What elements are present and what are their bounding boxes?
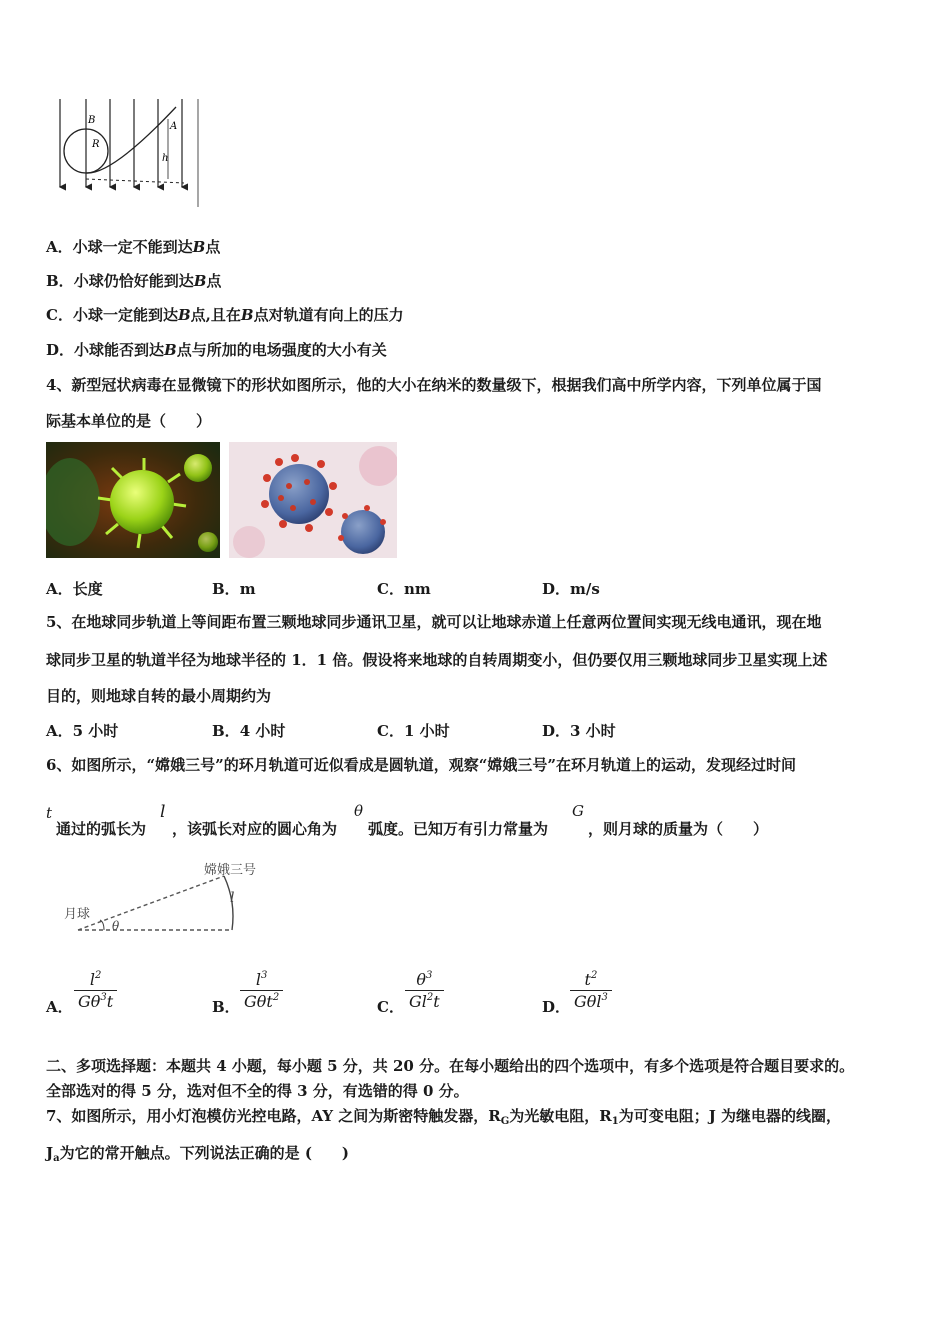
q5-stem-line2: 球同步卫星的轨道半径为地球半径的 1．1 倍。假设将来地球的自转周期变小，但仍要仅用三颗地球同步卫星实现上述 [46,651,828,669]
q3-field-figure [52,95,204,213]
q3-option-c: C．小球一定能到达B点,且在B点对轨道有向上的压力 [46,306,404,324]
q5-option-b: B．4 小时 [212,722,286,740]
q5-stem-line1: 5、在地球同步轨道上等间距布置三颗地球同步通讯卫星，就可以让地球赤道上任意两位置间实现无线电通讯，现在地 [46,613,822,631]
q6-stem-line1: 6、如图所示，“嫦娥三号”的环月轨道可近似看成是圆轨道，观察“嫦娥三号”在环月轨道上的运动，发现经过时间 [46,756,796,774]
var-theta: θ [354,802,364,820]
q5-stem-line3: 目的，则地球自转的最小周期约为 [46,687,272,705]
q6-orbit-figure [60,858,280,940]
probe-label: 嫦娥三号 [204,863,257,878]
q4-option-a: A．长度 [46,580,103,598]
q4-stem-line1: 4、新型冠状病毒在显微镜下的形状如图所示，他的大小在纳米的数量级下，根据我们高中所学内容，下列单位属于国 [46,376,822,394]
moon-label: 月球 [64,907,91,922]
var-t: t [46,804,53,822]
q5-option-c: C．1 小时 [377,722,450,740]
q3-option-a: A．小球一定不能到达B点 [46,238,221,256]
red-blue-virus-image [229,442,397,558]
label-h: h [162,153,169,164]
q4-option-b: B．m [212,580,256,598]
label-b: B [88,115,96,126]
q6-option-d-formula: $t^2$ Gθl$^3$ [570,970,612,1013]
label-r: R [92,139,100,150]
q3-option-b: B．小球仍恰好能到达B点 [46,272,222,290]
q3-option-d: D．小球能否到达B点与所加的电场强度的大小有关 [46,341,387,359]
section2-heading-line2: 全部选对的得 5 分，选对但不全的得 3 分，有选错的得 0 分。 [46,1082,469,1100]
var-l: l [160,802,166,822]
q4-option-c: C．nm [377,580,431,598]
q7-stem-line2: $J_a$为它的常开触点。下列说法正确的是 ( ) [46,1144,350,1164]
q6-option-c-letter: C． [377,998,404,1016]
q6-option-d-letter: D． [542,998,571,1016]
q5-option-a: A．5 小时 [46,722,119,740]
var-g: G [572,802,584,820]
q6-option-b-formula: $l^3$ Gθt$^2$ [240,970,283,1013]
q6-option-a-letter: A． [46,998,73,1016]
q6-stem-line2: t 通过的弧长为 l ，该弧长对应的圆心角为 θ 弧度。已知万有引力常量为 G ，则月球的质量为（ ） [46,802,769,838]
q6-option-c-formula: $\theta^3$ Gl$^2$t [405,970,444,1013]
q7-stem-line1: 7、如图所示，用小灯泡模仿光控电路，AY 之间为斯密特触发器，$R_G$为光敏电阻，$R_1$为可变电阻；J 为继电器的线圈， [46,1107,842,1127]
arc-label: l [230,890,235,906]
q4-stem-line2: 际基本单位的是（ ） [46,412,212,430]
q4-option-d: D．m/s [542,580,600,598]
label-a: A [170,121,178,132]
q5-option-d: D．3 小时 [542,722,616,740]
green-virus-image [46,442,220,558]
q6-option-a-formula: $l^2$ $G\theta^3t$ [74,970,117,1013]
q6-option-b-letter: B． [212,998,240,1016]
section2-heading-line1: 二、多项选择题：本题共 4 小题，每小题 5 分，共 20 分。在每小题给出的四个选项中，有多个选项是符合题目要求的。 [46,1057,855,1075]
angle-label: θ [112,919,120,933]
